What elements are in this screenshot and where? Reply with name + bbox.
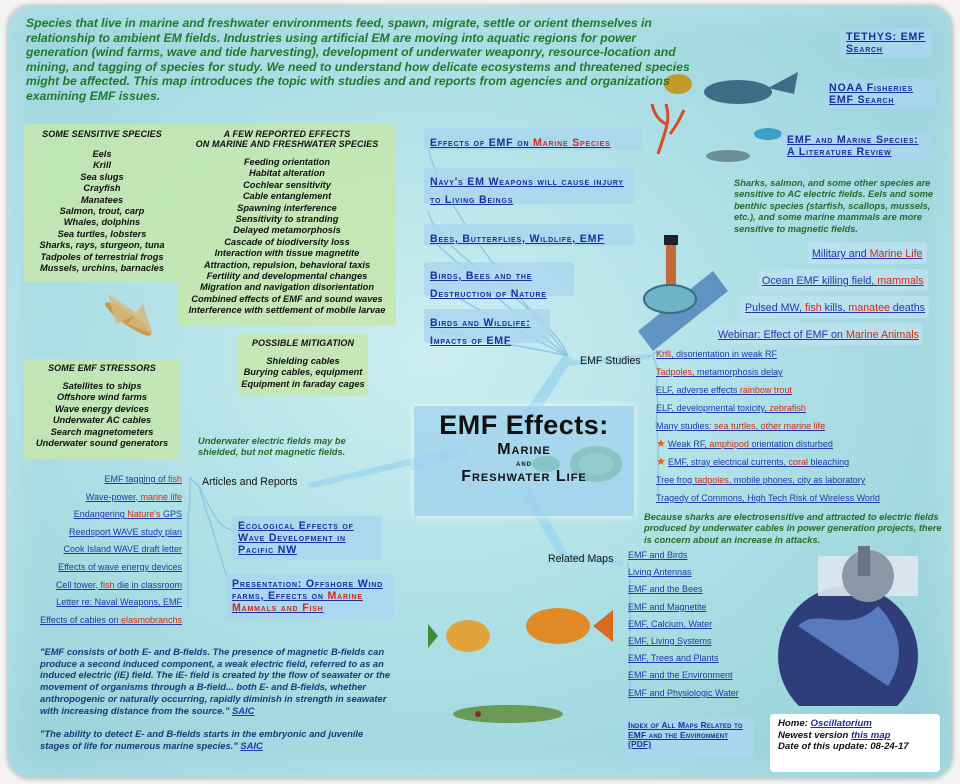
- study-link[interactable]: Tadpoles, metamorphosis delay: [656, 367, 783, 377]
- center-subtitle-3: Freshwater Life: [461, 468, 587, 485]
- reported-effects-subheading: ON MARINE AND FRESHWATER SPECIES: [195, 139, 379, 149]
- list-item: Cascade of biodiversity loss: [224, 236, 350, 247]
- newest-version-link[interactable]: this map: [851, 729, 891, 741]
- list-item: Sea slugs: [80, 171, 124, 182]
- related-maps-label: Related Maps: [548, 553, 614, 565]
- list-item: Sea turtles, lobsters: [57, 228, 147, 239]
- quote-1: [40, 646, 392, 716]
- mitigation-box: [238, 334, 368, 396]
- article-link[interactable]: Effects of wave energy devices: [58, 561, 182, 572]
- right-link-text[interactable]: Pulsed MW, fish kills, manatee deaths: [745, 302, 926, 314]
- study-link[interactable]: ★ Weak RF, amphipod orientation disturbed: [656, 438, 833, 450]
- right-link-webinar[interactable]: [714, 323, 923, 345]
- list-item: Underwater AC cables: [52, 415, 152, 426]
- stressors-list: [27, 381, 177, 449]
- list-item: Offshore wind farms: [56, 392, 148, 403]
- list-item: Search magnetometers: [50, 426, 154, 437]
- quote-2: [40, 728, 392, 751]
- list-item: Wave energy devices: [55, 403, 149, 414]
- list-item: Tadpoles of terrestrial frogs: [40, 251, 164, 262]
- list-item: Attraction, repulsion, behavioral taxis: [203, 259, 371, 270]
- list-item: Whales, dolphins: [63, 217, 141, 228]
- literature-review-link[interactable]: EMF and Marine Species: A Literature Review: [787, 134, 919, 158]
- mind-map-canvas: [8, 6, 952, 778]
- birds-wildlife-link-box[interactable]: [424, 309, 550, 347]
- list-item: Underwater sound generators: [35, 438, 169, 449]
- list-item: Mussels, urchins, barnacles: [39, 263, 164, 274]
- related-maps-list: [628, 550, 768, 705]
- star-icon: ★: [656, 456, 666, 468]
- list-item: Feeding orientation: [243, 157, 331, 167]
- list-item: Shielding cables: [266, 356, 340, 366]
- list-item: Manatees: [80, 194, 124, 205]
- list-item: Cable entanglement: [242, 191, 332, 202]
- center-subtitle-2: and: [516, 459, 532, 468]
- mitigation-list: [241, 356, 365, 390]
- shield-note: Underwater electric fields may be shielded, but not magnetic fields.: [198, 436, 346, 458]
- quote-1-text: "EMF consists of both E- and B-fields. The presence of magnetic B-fields can produce a second induced component, a weak electric field, referred to as an induced electric (iE) field. The iE- field is created by the flow of seawater or the movement of organisms through a B-field... both E- and B-fields, whether anthropogenic or naturally occurring, rapidly diminish in strength in seawater with increasing distance from the source.": [40, 646, 391, 716]
- sharks-cable-note: Because sharks are electrosensitive and attracted to electric fields produced by underwater cables in power generation projects, there is concern about an increase in attacks.: [644, 512, 942, 545]
- list-item: Satellites to ships: [62, 381, 142, 391]
- list-item: Interference with settlement of mobile larvae: [188, 305, 386, 316]
- right-link-text[interactable]: Military and Marine Life: [812, 248, 923, 260]
- sensitive-species-list: [28, 149, 176, 274]
- study-link[interactable]: ★ EMF, stray electrical currents, coral bleaching: [656, 456, 850, 468]
- bees-butterflies-link[interactable]: Bees, Butterflies, Wildlife, EMF: [430, 233, 605, 245]
- study-link[interactable]: ELF, adverse effects rainbow trout: [656, 385, 792, 395]
- noaa-link[interactable]: NOAA Fisheries EMF Search: [829, 82, 914, 106]
- related-map-link[interactable]: Living Antennas: [628, 567, 692, 578]
- article-link[interactable]: EMF tagging of fish: [104, 474, 182, 484]
- article-link[interactable]: Endangering Nature's GPS: [73, 509, 182, 520]
- study-link[interactable]: Tree frog tadpoles, mobile phones, city as laboratory: [656, 475, 866, 485]
- study-link[interactable]: Many studies: sea turtles, other marine life: [656, 421, 826, 431]
- submarine-globe-illustration: [778, 546, 938, 706]
- reported-effects-box: [178, 124, 396, 326]
- related-map-link[interactable]: EMF and the Bees: [628, 584, 703, 595]
- reported-effects-list: [182, 157, 392, 317]
- quote-1-source-link[interactable]: SAIC: [232, 704, 255, 716]
- footer-newest-row: Newest version this map: [778, 729, 891, 741]
- list-item: Habitat alteration: [249, 168, 325, 179]
- list-item: Interaction with tissue magnetite: [214, 248, 360, 259]
- related-map-link[interactable]: EMF, Calcium, Water: [628, 618, 713, 629]
- study-link[interactable]: Krill, disorientation in weak RF: [656, 349, 778, 359]
- related-map-link[interactable]: EMF and Physiologic Water: [628, 687, 739, 698]
- article-link[interactable]: Effects of cables on elasmobranchs: [40, 614, 182, 625]
- quote-2-source-link[interactable]: SAIC: [240, 739, 263, 751]
- right-link-text[interactable]: Ocean EMF killing field, mammals: [762, 275, 924, 287]
- list-item: Salmon, trout, carp: [59, 206, 145, 217]
- list-item: Spawning interference: [237, 202, 337, 213]
- list-item: Burying cables, equipment: [243, 367, 363, 378]
- birds-wildlife-link[interactable]: Birds and Wildlife: Impacts of EMF: [430, 317, 531, 347]
- list-item: Sensitivity to stranding: [235, 214, 339, 225]
- bees-link-box[interactable]: [424, 224, 634, 246]
- articles-list: [28, 474, 182, 632]
- presentation-link-box[interactable]: [226, 574, 394, 620]
- sensitive-species-heading: SOME SENSITIVE SPECIES: [42, 129, 162, 139]
- related-map-link[interactable]: EMF, Trees and Plants: [628, 653, 719, 664]
- reported-effects-heading: A FEW REPORTED EFFECTS: [223, 129, 351, 139]
- literature-link-box[interactable]: [781, 131, 931, 161]
- footer-info-box: [770, 714, 940, 772]
- right-link-text[interactable]: Webinar: Effect of EMF on Marine Animals: [718, 329, 919, 341]
- sharks-note: Sharks, salmon, and some other species are sensitive to AC electric fields. Eels and some benthic species (starfish, scallops, mussels, etc.), and some marine mammals are more sensitive to magnetic fields.: [734, 178, 934, 234]
- intro-text: Species that live in marine and freshwater environments feed, spawn, migrate, settle or orient themselves in relationship to ambient EM fields. Industries using artificial EM are moving into aquatic regions for power generation (wind farms, wave and tide harvesting), development of underwater weaponry, resource-location and mining, and tagging of species for study. We need to understand how delicate ecosystems and threatened species might be affected. This map introduces the topic with studies and and reports from agencies and organizations examining EMF issues.: [26, 16, 690, 103]
- articles-label: Articles and Reports: [202, 476, 298, 488]
- lighthouse-illustration: [618, 231, 728, 351]
- stressors-box: [24, 359, 180, 459]
- footer-home-row: Home: Oscillatorium: [778, 718, 872, 729]
- article-link[interactable]: Cell tower, fish die in classroom: [55, 579, 182, 590]
- article-link[interactable]: Cook Island WAVE draft letter: [63, 544, 182, 555]
- quote-2-text: "The ability to detect E- and B-fields starts in the embryonic and juvenile stages of life for numerous marine species.": [40, 728, 364, 751]
- article-link[interactable]: Reedsport WAVE study plan: [68, 526, 182, 537]
- list-item: Cochlear sensitivity: [243, 179, 331, 190]
- study-link[interactable]: ELF, developmental toxicity, zebrafish: [656, 403, 806, 413]
- index-of-maps-link[interactable]: Index of All Maps Related to EMF and the Environment (PDF): [628, 720, 743, 750]
- sensitive-species-box: [24, 124, 180, 282]
- stressors-heading: SOME EMF STRESSORS: [48, 363, 156, 373]
- related-map-link[interactable]: EMF and the Environment: [628, 670, 733, 681]
- list-item: Fertility and developmental changes: [206, 271, 368, 282]
- navy-link-box[interactable]: [424, 168, 634, 204]
- list-item: Migration and navigation disorientation: [199, 282, 375, 293]
- tethys-link[interactable]: TETHYS: EMF Search: [846, 31, 926, 55]
- related-map-link[interactable]: EMF, Living Systems: [628, 635, 712, 646]
- article-link[interactable]: Letter re: Naval Weapons, EMF: [56, 597, 182, 608]
- list-item: Delayed metamorphosis: [233, 225, 341, 236]
- marine-species-link-box[interactable]: [424, 128, 642, 150]
- presentation-link[interactable]: Presentation: Offshore Wind farms, Effects on Marine Mammals and Fish: [232, 578, 383, 614]
- update-date: 08-24-17: [870, 741, 909, 752]
- studies-label: EMF Studies: [580, 355, 641, 367]
- list-item: Eels: [92, 149, 112, 159]
- list-item: Krill: [92, 160, 112, 171]
- list-item: Crayfish: [83, 183, 121, 194]
- navy-weapons-link[interactable]: Navy's EM Weapons will cause injury to Living Beings: [430, 176, 624, 206]
- marine-species-link[interactable]: Effects of EMF on Marine Species: [430, 137, 611, 149]
- right-link-military[interactable]: [808, 242, 927, 264]
- eco-effects-link[interactable]: Ecological Effects of Wave Development in Pacific NW: [238, 520, 354, 556]
- related-map-link[interactable]: EMF and Birds: [628, 550, 688, 560]
- right-link-ocean[interactable]: [758, 269, 928, 291]
- study-link[interactable]: Tragedy of Commons, High Tech Risk of Wireless World: [656, 493, 880, 503]
- noaa-link-box[interactable]: [823, 79, 935, 109]
- studies-list: [656, 349, 906, 511]
- center-subtitle-1: Marine: [497, 441, 551, 458]
- center-title-box: [414, 406, 634, 516]
- right-link-pulsed[interactable]: [741, 296, 929, 318]
- index-link-box[interactable]: [624, 718, 754, 758]
- list-item: Equipment in faraday cages: [241, 378, 365, 389]
- flying-fish-illustration: [88, 284, 168, 354]
- list-item: Combined effects of EMF and sound waves: [191, 293, 383, 304]
- article-link[interactable]: Wave-power, marine life: [85, 491, 182, 502]
- tethys-link-box[interactable]: [840, 28, 932, 58]
- mitigation-heading: POSSIBLE MITIGATION: [251, 338, 355, 348]
- list-item: Sharks, rays, sturgeon, tuna: [39, 240, 165, 251]
- footer-date-row: Date of this update: 08-24-17: [778, 741, 909, 752]
- center-title: EMF Effects:: [439, 410, 609, 440]
- birds-bees-link-box[interactable]: [424, 262, 574, 300]
- home-link[interactable]: Oscillatorium: [810, 718, 872, 729]
- tropical-fish-illustration: [428, 596, 618, 746]
- eco-effects-link-box[interactable]: [232, 516, 382, 560]
- birds-bees-link[interactable]: Birds, Bees and the Destruction of Nature: [430, 270, 547, 300]
- star-icon: ★: [656, 438, 666, 450]
- related-map-link[interactable]: EMF and Magnetite: [628, 601, 707, 612]
